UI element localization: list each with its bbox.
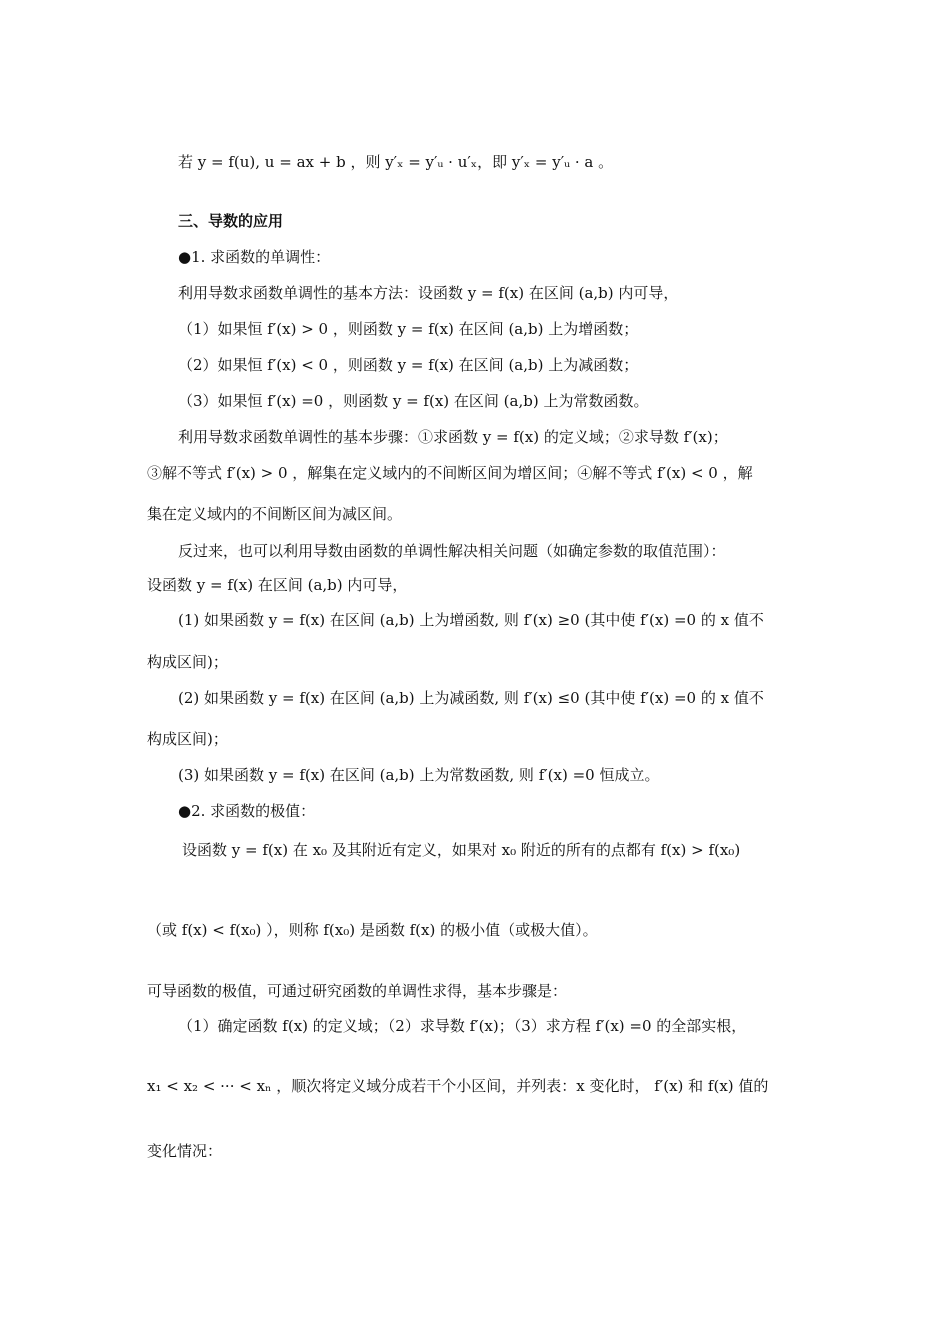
chain-rule-line: 若 y = f(u), u = ax + b ，则 y′ₓ = y′ᵤ · u′ₓ，即 y′ₓ = y′ᵤ · a 。 — [178, 153, 614, 171]
paragraph-line: （1）确定函数 f(x) 的定义域；（2）求导数 f′(x)；（3）求方程 f′(x) =0 的全部实根， — [178, 1017, 747, 1035]
paragraph-line: 变化情况： — [147, 1142, 223, 1160]
paragraph-line: 利用导数求函数单调性的基本步骤：①求函数 y = f(x) 的定义域；②求导数 f′(x)； — [178, 428, 728, 446]
paragraph-line: 反过来，也可以利用导数由函数的单调性解决相关问题（如确定参数的取值范围）： — [178, 542, 726, 560]
paragraph-line: (1) 如果函数 y = f(x) 在区间 (a,b) 上为增函数, 则 f′(x) ≥0 (其中使 f′(x) =0 的 x 值不 — [178, 611, 764, 629]
paragraph-line: (2) 如果函数 y = f(x) 在区间 (a,b) 上为减函数, 则 f′(x) ≤0 (其中使 f′(x) =0 的 x 值不 — [178, 689, 764, 707]
paragraph-line: (3) 如果函数 y = f(x) 在区间 (a,b) 上为常数函数, 则 f′(x) =0 恒成立。 — [178, 766, 660, 784]
paragraph-line: 利用导数求函数单调性的基本方法：设函数 y = f(x) 在区间 (a,b) 内可导， — [178, 284, 679, 302]
paragraph-line: ③解不等式 f′(x) > 0 ，解集在定义域内的不间断区间为增区间；④解不等式 f′(x) < 0 ，解 — [147, 464, 753, 482]
paragraph-line: 可导函数的极值，可通过研究函数的单调性求得，基本步骤是： — [147, 982, 568, 1000]
paragraph-line: x₁ < x₂ < ··· < xₙ ，顺次将定义域分成若干个小区间，并列表：x 变化时， f′(x) 和 f(x) 值的 — [147, 1077, 769, 1095]
paragraph-line: 构成区间)； — [147, 653, 228, 671]
topic-heading-extrema: ●2. 求函数的极值： — [178, 802, 316, 820]
paragraph-line: 构成区间)； — [147, 730, 228, 748]
paragraph-line: （3）如果恒 f′(x) =0 ，则函数 y = f(x) 在区间 (a,b) 上为常数函数。 — [178, 392, 649, 410]
topic-heading-monotonicity: ●1. 求函数的单调性： — [178, 248, 331, 266]
section-heading: 三、导数的应用 — [178, 212, 284, 230]
paragraph-line: 集在定义域内的不间断区间为减区间。 — [147, 505, 403, 523]
paragraph-line: （1）如果恒 f′(x) > 0 ，则函数 y = f(x) 在区间 (a,b) 上为增函数； — [178, 320, 639, 338]
paragraph-line: 设函数 y = f(x) 在 x₀ 及其附近有定义，如果对 x₀ 附近的所有的点都有 f(x) > f(x₀) — [182, 841, 741, 859]
paragraph-line: 设函数 y = f(x) 在区间 (a,b) 内可导， — [147, 576, 408, 594]
paragraph-line: （2）如果恒 f′(x) < 0 ，则函数 y = f(x) 在区间 (a,b) 上为减函数； — [178, 356, 639, 374]
paragraph-line: （或 f(x) < f(x₀) ），则称 f(x₀) 是函数 f(x) 的极小值（或极大值）。 — [147, 921, 598, 939]
